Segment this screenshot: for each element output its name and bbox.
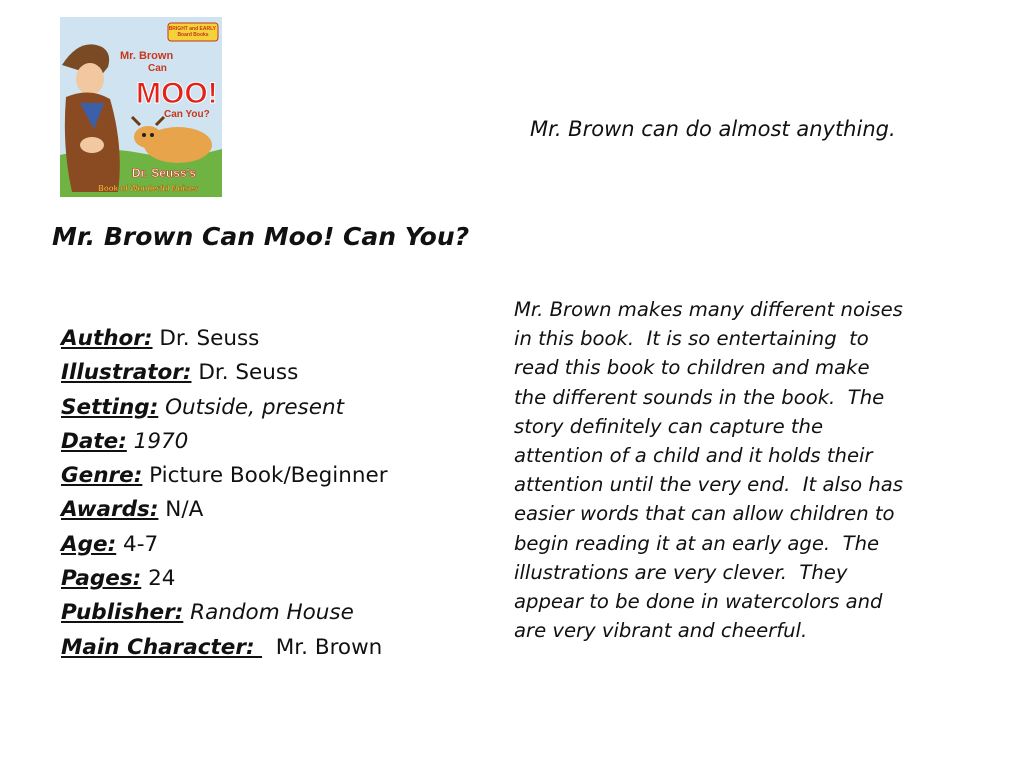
detail-label: Pages: bbox=[61, 566, 142, 592]
cover-title-moo: MOO! bbox=[136, 77, 218, 110]
detail-row bbox=[61, 391, 481, 425]
detail-label: Genre: bbox=[61, 463, 143, 489]
review-line: read this book to children and make bbox=[514, 356, 870, 380]
detail-value: Random House bbox=[183, 600, 354, 626]
detail-row bbox=[61, 631, 481, 665]
detail-label: Setting: bbox=[61, 394, 159, 420]
detail-label: Illustrator: bbox=[61, 360, 192, 386]
detail-value: 4-7 bbox=[116, 531, 159, 557]
review-line: in this book. It is so entertaining to bbox=[514, 327, 869, 351]
detail-label: Publisher: bbox=[61, 600, 184, 626]
detail-label: Age: bbox=[61, 531, 117, 557]
detail-row bbox=[61, 493, 481, 527]
detail-row bbox=[61, 562, 481, 596]
detail-value: Mr. Brown bbox=[262, 634, 383, 660]
cover-title-line2: Can bbox=[148, 63, 167, 74]
book-review-paragraph bbox=[514, 295, 954, 645]
detail-label: Author: bbox=[61, 326, 153, 351]
cover-author-banner: Dr. Seuss's bbox=[131, 166, 197, 180]
detail-label: Awards: bbox=[61, 497, 159, 523]
detail-value: Dr. Seuss bbox=[191, 360, 299, 386]
book-title: Mr. Brown Can Moo! Can You? bbox=[52, 222, 470, 251]
detail-value: 1970 bbox=[126, 428, 189, 454]
review-line: the different sounds in the book. The bbox=[514, 385, 885, 409]
detail-value: N/A bbox=[158, 497, 204, 523]
book-details-list bbox=[61, 322, 481, 665]
detail-row bbox=[61, 356, 481, 390]
detail-value: Outside, present bbox=[158, 394, 345, 420]
detail-row bbox=[61, 322, 481, 356]
cover-subtitle: Book of Wonderful Noises bbox=[98, 184, 198, 193]
detail-row bbox=[61, 528, 481, 562]
review-line: are very vibrant and cheerful. bbox=[514, 619, 808, 643]
detail-label: Date: bbox=[61, 428, 127, 454]
cover-title-line1: Mr. Brown bbox=[120, 50, 174, 62]
detail-value: 24 bbox=[141, 566, 176, 592]
review-line: appear to be done in watercolors and bbox=[514, 589, 883, 613]
review-line: Mr. Brown makes many different noises bbox=[514, 298, 903, 321]
cover-badge-text: BRIGHT and EARLY Board Books bbox=[168, 26, 216, 38]
review-line: easier words that can allow children to bbox=[514, 502, 895, 526]
review-line: illustrations are very clever. They bbox=[514, 560, 848, 584]
detail-value: Dr. Seuss bbox=[152, 326, 260, 351]
detail-label: Main Character: bbox=[61, 634, 263, 660]
cover-title-line4: Can You? bbox=[164, 109, 210, 120]
review-line: story definitely can capture the bbox=[514, 414, 824, 438]
review-line: attention of a child and it holds their bbox=[514, 443, 873, 467]
detail-value: Picture Book/Beginner bbox=[142, 463, 388, 489]
detail-row bbox=[61, 459, 481, 493]
book-cover-image bbox=[60, 17, 222, 197]
review-line: attention until the very end. It also has bbox=[514, 473, 903, 497]
detail-row bbox=[61, 425, 481, 459]
review-line: begin reading it at an early age. The bbox=[514, 531, 880, 555]
tagline: Mr. Brown can do almost anything. bbox=[530, 117, 896, 141]
detail-row bbox=[61, 596, 481, 630]
